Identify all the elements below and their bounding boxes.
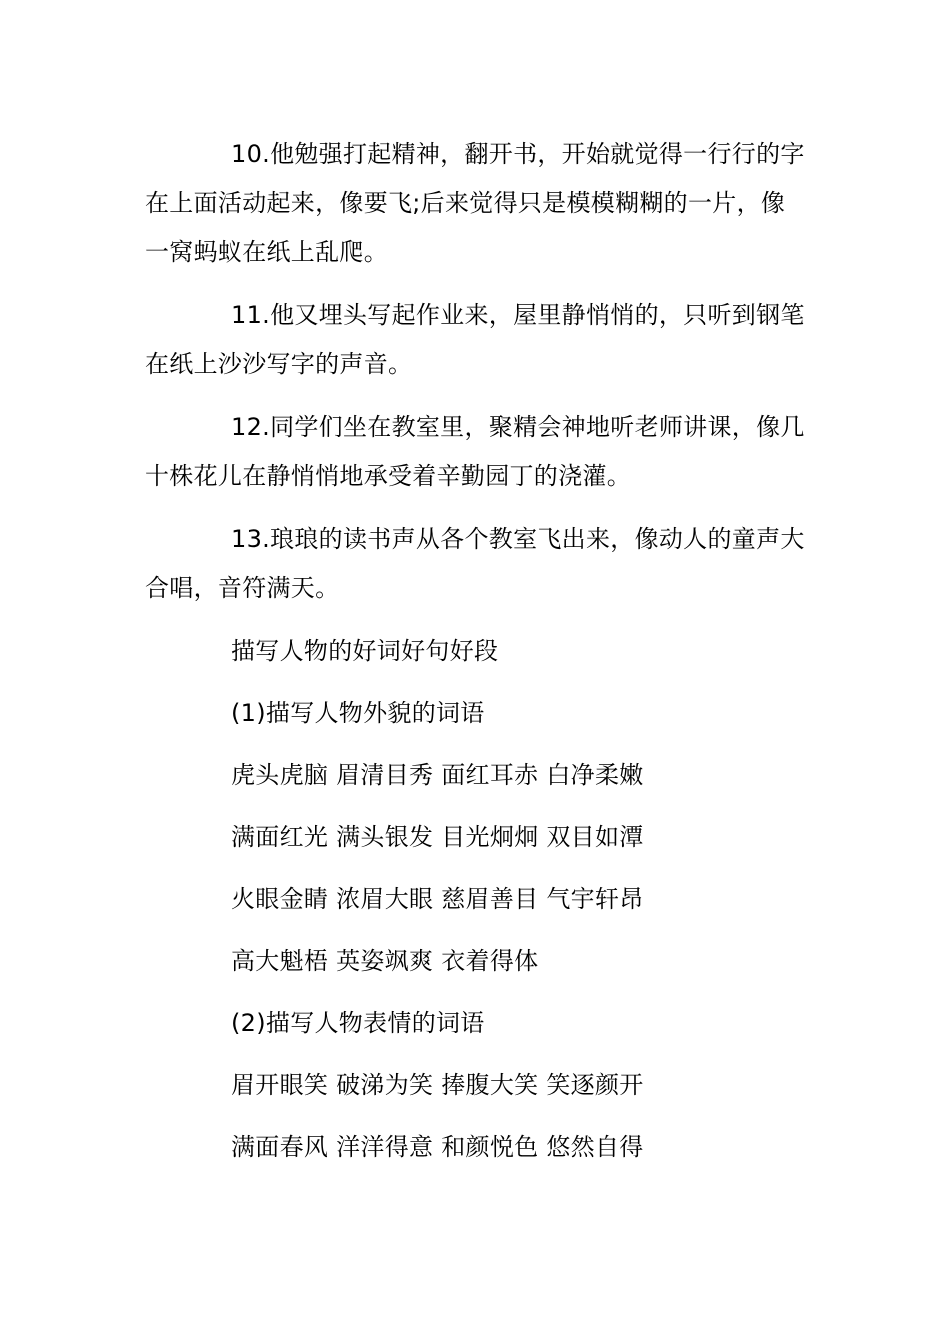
expression-word-row: 眉开眼笑 破涕为笑 捧腹大笑 笑逐颜开 bbox=[231, 1071, 644, 1099]
paragraph-12: 12.同学们坐在教室里，聚精会神地听老师讲课，像几十株花儿在静悄悄地承受着辛勤园丁的浇灌。 bbox=[145, 413, 805, 490]
section-title: 描写人物的好词好句好段 bbox=[231, 637, 499, 665]
document-body bbox=[145, 130, 805, 1185]
appearance-word-row: 虎头虎脑 眉清目秀 面红耳赤 白净柔嫩 bbox=[231, 761, 644, 789]
paragraph-13: 13.琅琅的读书声从各个教室飞出来，像动人的童声大合唱，音符满天。 bbox=[145, 525, 805, 602]
paragraph-11: 11.他又埋头写起作业来，屋里静悄悄的，只听到钢笔在纸上沙沙写字的声音。 bbox=[145, 301, 805, 378]
paragraph-10: 10.他勉强打起精神，翻开书，开始就觉得一行行的字在上面活动起来，像要飞;后来觉得只是模模糊糊的一片，像一窝蚂蚁在纸上乱爬。 bbox=[145, 140, 805, 266]
expression-word-row: 满面春风 洋洋得意 和颜悦色 悠然自得 bbox=[231, 1133, 644, 1161]
appearance-word-row: 火眼金睛 浓眉大眼 慈眉善目 气宇轩昂 bbox=[231, 885, 644, 913]
expression-heading: (2)描写人物表情的词语 bbox=[231, 1009, 485, 1037]
appearance-heading: (1)描写人物外貌的词语 bbox=[231, 699, 485, 727]
appearance-word-row: 高大魁梧 英姿飒爽 衣着得体 bbox=[231, 947, 539, 975]
appearance-word-row: 满面红光 满头银发 目光炯炯 双目如潭 bbox=[231, 823, 644, 851]
